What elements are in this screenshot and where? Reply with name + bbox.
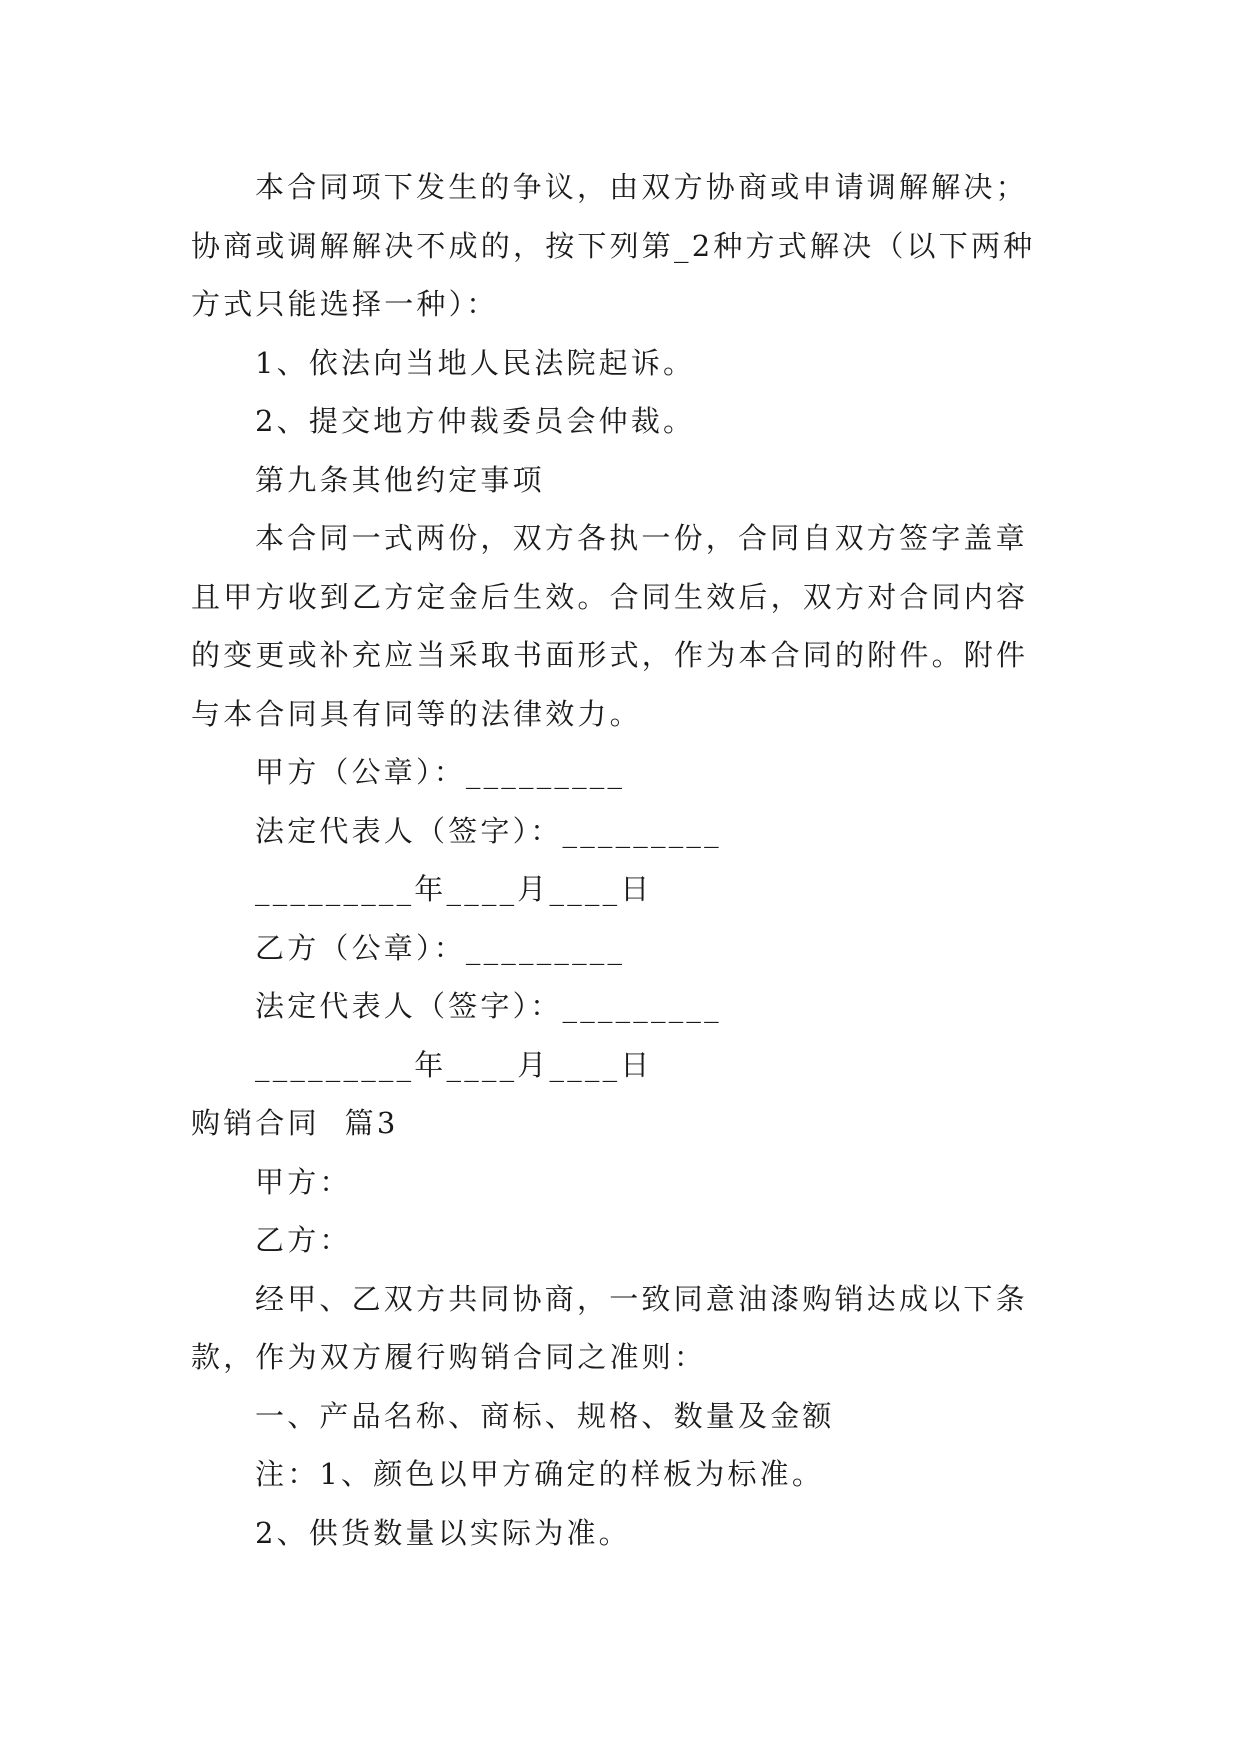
list-item: 1、依法向当地人民法院起诉。 — [255, 345, 696, 380]
party-b-label: 乙方： — [255, 1223, 352, 1257]
list-item: 2、提交地方仲裁委员会仲裁。 — [255, 404, 696, 438]
paragraph-line: 本合同一式两份，双方各执一份，合同自双方签字盖章 — [255, 521, 1028, 555]
party-a-representative-field: 法定代表人（签字）：_________ — [255, 813, 722, 848]
section-heading: 第九条其他约定事项 — [255, 462, 545, 497]
party-a-label: 甲方： — [255, 1164, 352, 1199]
contract-title: 购销合同 篇3 — [191, 1106, 399, 1140]
party-b-seal-field: 乙方（公章）：_________ — [255, 930, 626, 965]
paragraph-line: 款，作为双方履行购销合同之准则： — [191, 1340, 707, 1374]
paragraph-line: 与本合同具有同等的法律效力。 — [191, 696, 642, 731]
party-b-representative-field: 法定代表人（签字）：_________ — [255, 989, 722, 1023]
paragraph-line: 经甲、乙双方共同协商，一致同意油漆购销达成以下条 — [255, 1281, 1028, 1316]
paragraph-line: 本合同项下发生的争议，由双方协商或申请调解解决； — [255, 170, 1028, 204]
section-heading: 一、产品名称、商标、规格、数量及金额 — [255, 1398, 835, 1433]
party-a-seal-field: 甲方（公章）：_________ — [255, 755, 626, 789]
note-line: 注：1、颜色以甲方确定的样板为标准。 — [255, 1457, 825, 1491]
document-body — [191, 158, 1051, 1562]
paragraph-line: 且甲方收到乙方定金后生效。合同生效后，双方对合同内容 — [191, 579, 1029, 614]
paragraph-line: 方式只能选择一种）： — [191, 287, 499, 321]
paragraph-line: 的变更或补充应当采取书面形式，作为本合同的附件。附件 — [191, 638, 1029, 672]
note-line: 2、供货数量以实际为准。 — [255, 1515, 631, 1550]
party-a-date-field: _________年____月____日 — [255, 872, 653, 906]
paragraph-line: 协商或调解解决不成的，按下列第_2种方式解决（以下两种 — [191, 228, 1036, 263]
party-b-date-field: _________年____月____日 — [255, 1047, 653, 1082]
